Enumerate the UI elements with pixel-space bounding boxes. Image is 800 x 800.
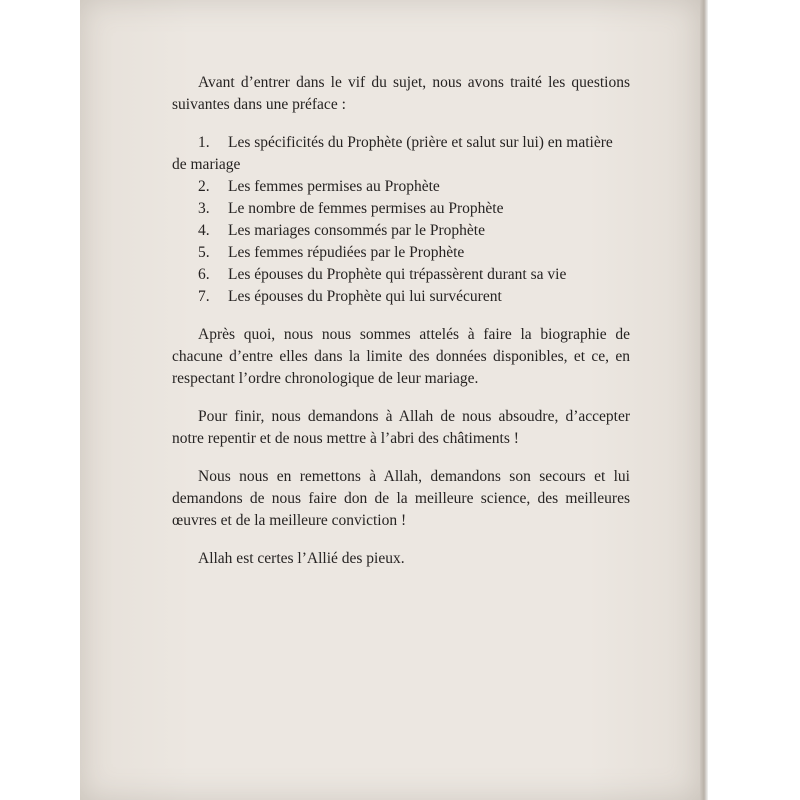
- list-text: Les spécificités du Prophète (prière et salut sur lui) en matière de mariage: [172, 134, 613, 173]
- list-item: [172, 242, 630, 264]
- list-number: 6.: [198, 266, 210, 283]
- list-item: [172, 198, 630, 220]
- list-number: 7.: [198, 288, 210, 305]
- list-number: 4.: [198, 222, 210, 239]
- list-number: 2.: [198, 178, 210, 195]
- topic-list: [172, 132, 630, 308]
- list-text: Les mariages consommés par le Prophète: [228, 222, 485, 239]
- list-number: 5.: [198, 244, 210, 261]
- page-edge: [700, 0, 708, 800]
- list-item: [172, 132, 630, 176]
- list-text: Les épouses du Prophète qui trépassèrent durant sa vie: [228, 266, 567, 283]
- intro-paragraph: Avant d’entrer dans le vif du sujet, nous avons traité les questions suivantes dans une préface :: [172, 74, 630, 113]
- list-number: 1.: [198, 134, 210, 151]
- list-text: Le nombre de femmes permises au Prophète: [228, 200, 504, 217]
- paragraph-remettons: Nous nous en remettons à Allah, demandons son secours et lui demandons de nous faire don de la meilleure science, des meilleures œuvres et de la meilleure conviction !: [172, 468, 630, 529]
- list-item: [172, 264, 630, 286]
- list-item: [172, 286, 630, 308]
- list-text: Les épouses du Prophète qui lui survécurent: [228, 288, 502, 305]
- list-text: Les femmes permises au Prophète: [228, 178, 440, 195]
- list-number: 3.: [198, 200, 210, 217]
- page-text: [172, 72, 630, 586]
- list-item: [172, 220, 630, 242]
- paragraph-biography: Après quoi, nous nous sommes attelés à faire la biographie de chacune d’entre elles dans la limite des données disponibles, et ce, en respectant l’ordre chronologique de leur mariage.: [172, 326, 630, 387]
- list-item: [172, 176, 630, 198]
- paragraph-pour-finir: Pour finir, nous demandons à Allah de nous absoudre, d’accepter notre repentir et de nous mettre à l’abri des châtiments !: [172, 408, 630, 447]
- list-text: Les femmes répudiées par le Prophète: [228, 244, 465, 261]
- paragraph-closing: Allah est certes l’Allié des pieux.: [198, 550, 405, 567]
